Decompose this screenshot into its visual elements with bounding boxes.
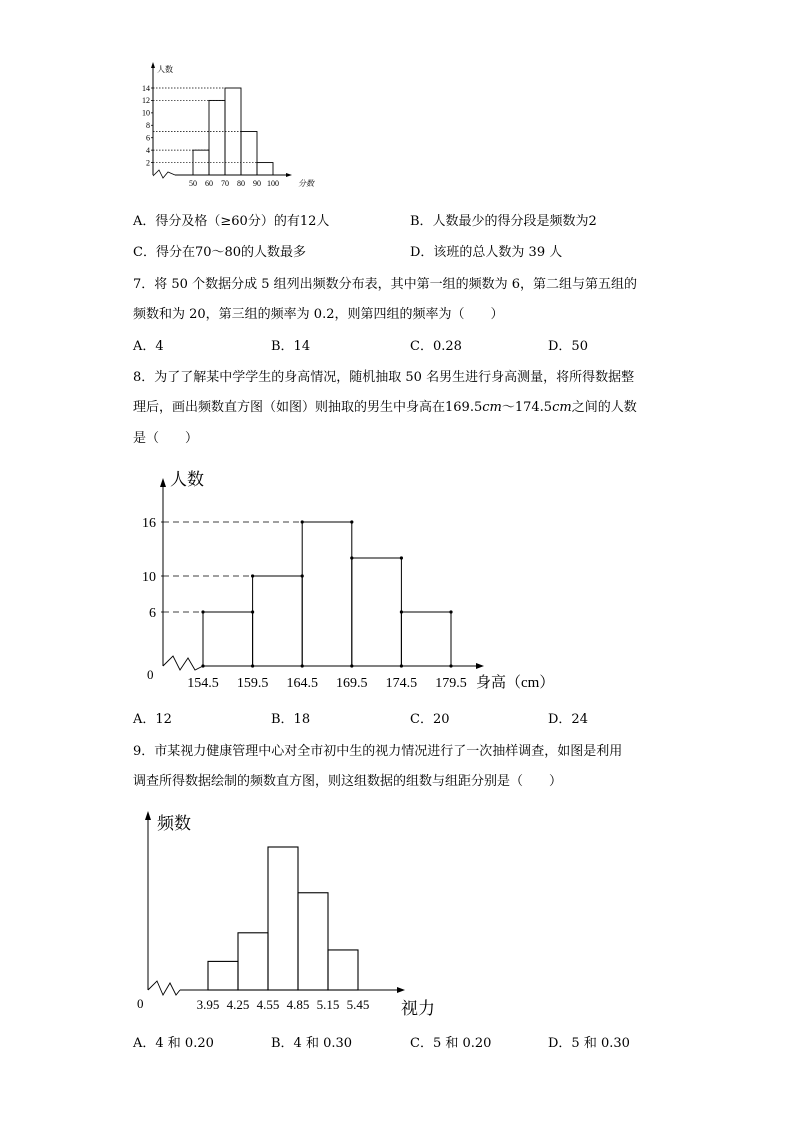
bar-80-90 (241, 132, 257, 176)
bar-60-70 (209, 100, 225, 175)
q7-option-a[interactable]: A．4 (133, 339, 164, 354)
axis-break (148, 981, 180, 995)
x-tick-label: 60 (205, 179, 213, 188)
x-tick-label: 5.15 (316, 997, 340, 1012)
q9-option-c[interactable]: C．5 和 0.20 (410, 1036, 492, 1051)
q6-option-a[interactable]: A．得分及格（≥60分）的有12人 (133, 214, 330, 229)
q8-option-a[interactable]: A．12 (133, 712, 172, 727)
bar-174.5-179.5 (401, 612, 451, 666)
q6-option-b[interactable]: B．人数最少的得分段是频数为2 (410, 214, 597, 229)
y-axis-label: 人数 (170, 470, 204, 489)
q9-option-a[interactable]: A．4 和 0.20 (133, 1036, 214, 1051)
x-tick-label: 100 (267, 179, 279, 188)
x-axis-label: 身高（cm） (476, 675, 555, 691)
y-tick-label: 10 (142, 569, 156, 585)
axis-break (153, 170, 175, 178)
q8-tilde: ～ (501, 400, 515, 415)
bar-159.5-164.5 (253, 576, 303, 666)
bar-169.5-174.5 (352, 558, 402, 666)
q6-option-c[interactable]: C．得分在70～80的人数最多 (133, 245, 307, 260)
x-tick-label: 154.5 (187, 676, 219, 691)
x-tick-label: 50 (189, 179, 197, 188)
q7-stem-line2: 频数和为 20，第三组的频率为 0.2，则第四组的频率为（ ） (133, 307, 504, 322)
x-tick-label: 174.5 (385, 676, 418, 691)
bar-base-dot (201, 664, 204, 667)
x-tick-label: 164.5 (286, 676, 318, 691)
y-tick-label: 6 (149, 605, 156, 621)
bar-base-dot (301, 664, 304, 667)
q8-unit-2: cm (552, 400, 572, 415)
x-tick-label: 4.25 (226, 997, 250, 1012)
bar-corner-dot (400, 556, 403, 559)
q7-option-c[interactable]: C．0.28 (410, 339, 462, 354)
q8-range-low: 169.5 (445, 400, 483, 415)
bar-corner-dot (251, 574, 254, 577)
q8-stem-line3: 是（ ） (133, 431, 199, 446)
q9-stem-line2: 调查所得数据绘制的频数直方图，则这组数据的组数与组距分别是（ ） (133, 774, 563, 789)
y-tick-label: 12 (142, 96, 150, 106)
bar-corner-dot (449, 610, 452, 613)
bar-4.55-4.85 (268, 847, 298, 990)
bar-base-dot (400, 664, 403, 667)
y-axis-label: 人数 (157, 65, 173, 74)
bar-base-dot (251, 664, 254, 667)
y-tick-label: 16 (142, 515, 156, 531)
bar-corner-dot (400, 610, 403, 613)
x-tick-label: 169.5 (336, 676, 368, 691)
y-axis-arrow (151, 62, 155, 68)
q9-stem-line1: 9．市某视力健康管理中心对全市初中生的视力情况进行了一次抽样调查，如图是利用 (133, 744, 623, 759)
x-axis-arrow (476, 663, 484, 669)
axis-break (163, 656, 203, 670)
x-axis-label: 视力 (401, 999, 435, 1018)
q8-unit-1: cm (482, 400, 502, 415)
y-tick-label: 8 (146, 121, 150, 131)
bar-corner-dot (350, 556, 353, 559)
x-tick-label: 4.55 (256, 997, 280, 1012)
x-tick-label: 4.85 (286, 997, 310, 1012)
y-tick-label: 2 (146, 158, 150, 168)
origin-label: 0 (147, 667, 154, 682)
bar-4.85-5.15 (298, 893, 328, 990)
bar-base-dot (350, 664, 353, 667)
q7-option-b[interactable]: B．14 (271, 339, 311, 354)
x-tick-label: 159.5 (236, 676, 269, 691)
bar-5.15-5.45 (328, 950, 358, 990)
q8-stem-text-a: 理后，画出频数直方图（如图）则抽取的男生中身高在 (133, 400, 446, 415)
x-tick-label: 90 (253, 179, 261, 188)
bar-70-80 (225, 88, 241, 175)
bar-90-100 (257, 163, 273, 175)
q6-option-d[interactable]: D．该班的总人数为 39 人 (410, 245, 563, 260)
bar-corner-dot (201, 610, 204, 613)
q9-option-d[interactable]: D．5 和 0.30 (548, 1036, 630, 1051)
y-tick-label: 14 (142, 83, 150, 93)
y-axis-arrow (145, 811, 151, 820)
q8-option-b[interactable]: B．18 (271, 712, 311, 727)
q8-stem-line1: 8．为了了解某中学学生的身高情况，随机抽取 50 名男生进行身高测量，将所得数据整 (133, 370, 635, 385)
y-axis-arrow (160, 478, 166, 487)
bar-164.5-169.5 (302, 522, 352, 666)
q8-range-high: 174.5 (514, 400, 553, 415)
bar-4.25-4.55 (238, 933, 268, 990)
y-axis-label: 频数 (157, 814, 191, 833)
x-tick-label: 80 (237, 179, 245, 188)
q7-stem-line1: 7．将 50 个数据分成 5 组列出频数分布表，其中第一组的频数为 6，第二组与第五组的 (133, 277, 638, 292)
y-tick-label: 10 (142, 108, 150, 118)
vision-histogram (0, 805, 794, 1025)
height-histogram (0, 460, 794, 700)
q8-stem-text-b: 之间的人数 (571, 400, 637, 415)
origin-label: 0 (137, 996, 144, 1011)
x-tick-label: 70 (221, 179, 229, 188)
x-axis-arrow (397, 987, 405, 993)
q8-stem-line2 (133, 399, 637, 417)
x-tick-label: 179.5 (435, 676, 467, 691)
x-axis-arrow (286, 173, 292, 177)
q7-option-d[interactable]: D．50 (548, 339, 588, 354)
score-histogram (0, 0, 794, 200)
bar-base-dot (449, 664, 452, 667)
q9-option-b[interactable]: B．4 和 0.30 (271, 1036, 353, 1051)
y-tick-label: 4 (146, 145, 150, 155)
x-tick-label: 5.45 (346, 997, 370, 1012)
x-axis-label: 分数 (298, 179, 314, 188)
bar-corner-dot (301, 520, 304, 523)
bar-154.5-159.5 (203, 612, 253, 666)
bar-3.95-4.25 (208, 961, 238, 990)
q8-option-c[interactable]: C．20 (410, 712, 450, 727)
y-tick-label: 6 (146, 133, 150, 143)
q8-option-d[interactable]: D．24 (548, 712, 588, 727)
bar-corner-dot (350, 520, 353, 523)
x-tick-label: 3.95 (196, 997, 220, 1012)
